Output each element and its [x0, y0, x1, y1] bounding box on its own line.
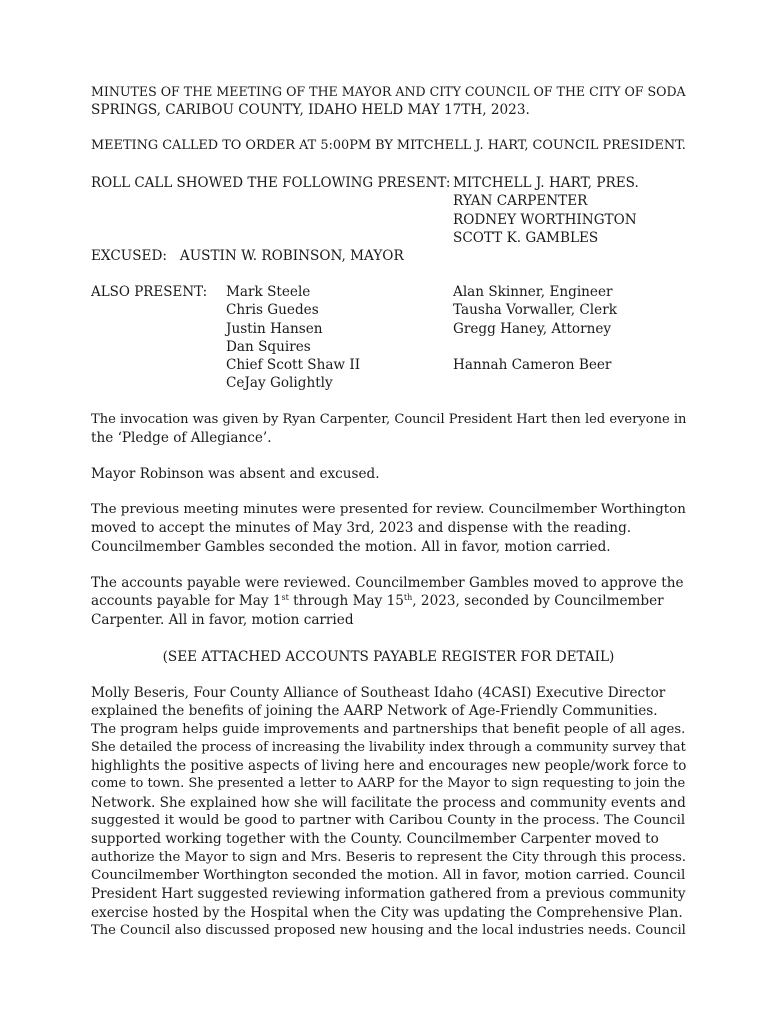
paragraph-line: Carpenter. All in favor, motion carried	[91, 611, 354, 628]
paragraph-line: Molly Beseris, Four County Alliance of Southeast Idaho (4CASI) Executive Director	[91, 685, 666, 701]
also-present-column-1	[226, 283, 360, 393]
superscript: st	[281, 593, 289, 603]
attendee: Dan Squires	[226, 338, 311, 355]
attendee: Hannah Cameron Beer	[453, 357, 612, 374]
also-present-column-2	[453, 283, 617, 374]
attendee	[453, 338, 617, 356]
title-line: MINUTES OF THE MEETING OF THE MAYOR AND CITY COUNCIL OF THE CITY OF SODA	[91, 84, 686, 99]
attendee: Justin Hansen	[226, 320, 323, 337]
called-to-order-text: MEETING CALLED TO ORDER AT 5:00PM BY MITCHELL J. HART, COUNCIL PRESIDENT.	[91, 138, 686, 153]
roll-call-members	[453, 174, 639, 247]
also-present-label: ALSO PRESENT:	[91, 284, 208, 300]
paragraph-line: authorize the Mayor to sign and Mrs. Beseris to represent the City through this process.	[91, 849, 686, 865]
paragraph-line: moved to accept the minutes of May 3rd, 2023 and dispense with the reading.	[91, 520, 632, 537]
paragraph-line: President Hart suggested reviewing information gathered from a previous community	[91, 886, 686, 903]
paragraph-line: explained the benefits of joining the AARP Network of Age-Friendly Communities.	[91, 703, 658, 720]
attendee: Gregg Haney, Attorney	[453, 320, 612, 337]
paragraph-line: exercise hosted by the Hospital when the City was updating the Comprehensive Plan.	[91, 904, 683, 921]
minutes-paragraph	[91, 501, 686, 556]
paragraph-line: The previous meeting minutes were presented for review. Councilmember Worthington	[91, 502, 686, 517]
also-present	[91, 283, 691, 395]
register-note	[91, 648, 686, 666]
paragraph-line: suggested it would be good to partner with Caribou County in the process. The Council	[91, 813, 686, 829]
text-run: , 2023, seconded by Councilmember	[412, 593, 664, 610]
attendee: Tausha Vorwaller, Clerk	[453, 302, 617, 319]
attendee: Mark Steele	[226, 284, 311, 300]
paragraph-line: The accounts payable were reviewed. Councilmember Gambles moved to approve the	[91, 575, 684, 591]
called-to-order	[91, 137, 686, 155]
text-run: accounts payable for May 1	[91, 593, 282, 610]
paragraph-line	[91, 592, 686, 610]
superscript: th	[403, 593, 413, 603]
attendee: CeJay Golightly	[226, 375, 333, 392]
text-run: through May 15	[288, 593, 404, 610]
paragraph-line: highlights the positive aspects of living here and encourages new people/work force to	[91, 758, 687, 775]
paragraph-line: supported working together with the County. Councilmember Carpenter moved to	[91, 831, 659, 848]
title-line: SPRINGS, CARIBOU COUNTY, IDAHO HELD MAY 17TH, 2023.	[91, 102, 530, 119]
paragraph-line: The program helps guide improvements and partnerships that benefit people of all ages.	[91, 721, 686, 737]
roll-call-member: RODNEY WORTHINGTON	[453, 211, 637, 228]
accounts-payable-paragraph	[91, 574, 686, 629]
paragraph-line: come to town. She presented a letter to AARP for the Mayor to sign requesting to join the	[91, 776, 686, 792]
attendee: Chief Scott Shaw II	[226, 357, 361, 374]
roll-call-member: SCOTT K. GAMBLES	[453, 229, 599, 246]
excused	[91, 247, 686, 265]
mayor-absent-paragraph	[91, 465, 686, 483]
paragraph-line: The Council also discussed proposed new housing and the local industries needs. Council	[91, 922, 686, 938]
excused-label: EXCUSED:	[91, 248, 167, 264]
document-title	[91, 83, 686, 120]
roll-call-label: ROLL CALL SHOWED THE FOLLOWING PRESENT:	[91, 175, 451, 191]
roll-call	[91, 174, 691, 248]
invocation-paragraph	[91, 411, 686, 448]
paragraph-line: Network. She explained how she will facilitate the process and community events and	[91, 794, 686, 811]
paragraph-line: She detailed the process of increasing the livability index through a community survey that	[91, 739, 686, 755]
attendee: Alan Skinner, Engineer	[453, 284, 613, 300]
attendee: Chris Guedes	[226, 302, 319, 319]
paragraph-line: Councilmember Worthington seconded the motion. All in favor, motion carried. Council	[91, 867, 686, 883]
aarp-paragraph	[91, 684, 686, 940]
paragraph-line: Councilmember Gambles seconded the motion. All in favor, motion carried.	[91, 538, 611, 555]
excused-name: AUSTIN W. ROBINSON, MAYOR	[179, 248, 404, 264]
roll-call-member: RYAN CARPENTER	[453, 193, 588, 210]
paragraph-line: Mayor Robinson was absent and excused.	[91, 466, 380, 482]
roll-call-member: MITCHELL J. HART, PRES.	[453, 175, 639, 191]
paragraph-line: The invocation was given by Ryan Carpenter, Council President Hart then led everyone in	[91, 412, 687, 427]
paragraph-line: the ‘Pledge of Allegiance’.	[91, 430, 272, 447]
register-note-text: (SEE ATTACHED ACCOUNTS PAYABLE REGISTER FOR DETAIL)	[162, 649, 615, 665]
